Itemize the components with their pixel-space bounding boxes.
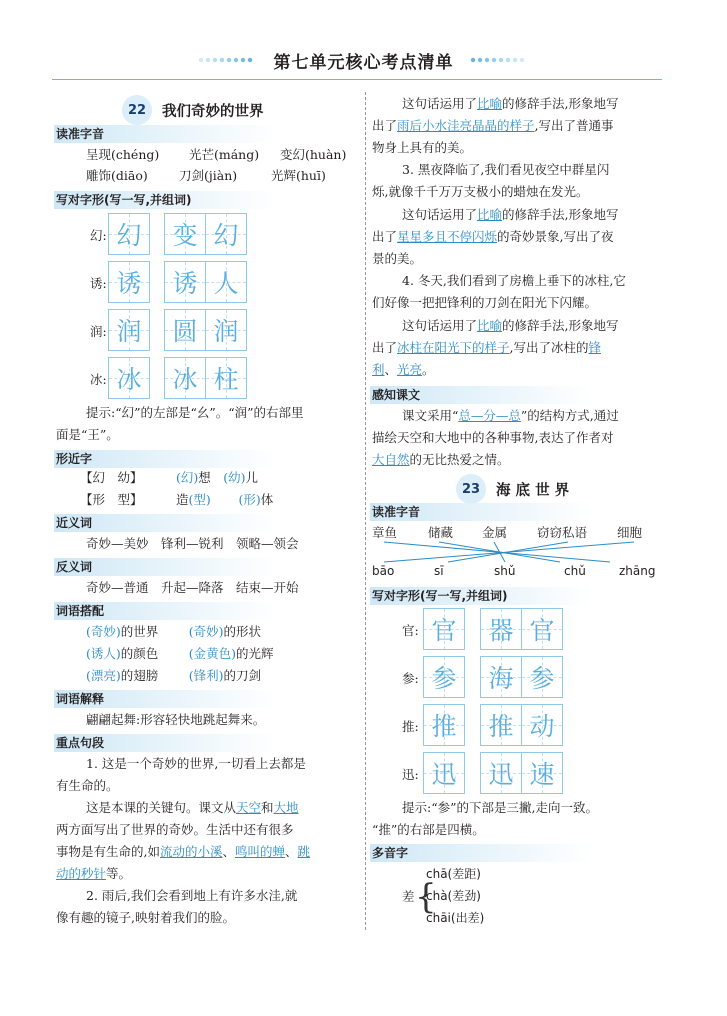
answer-structure: 总—分—总 — [458, 408, 521, 423]
r1-line-2 — [372, 115, 614, 137]
lesson-title: 我们奇妙的世界 — [162, 103, 264, 120]
grid-char: 圆 — [172, 317, 198, 346]
text: ”的结构方式,通过 — [520, 408, 619, 423]
char-grid — [205, 357, 247, 399]
antonyms: 奇妙—普通 升起—降落 结束—开始 — [86, 580, 299, 595]
sentence-1-line-2: 有生命的。 — [56, 778, 119, 793]
text: ,写出了冰柱的 — [509, 340, 589, 355]
grid-char: 冰 — [116, 365, 142, 394]
grid-char: 迅 — [488, 760, 514, 789]
polyphone-char: 差 — [402, 889, 415, 904]
answer-example: 流动的小溪 — [159, 844, 223, 859]
grid-char: 幻 — [213, 221, 239, 250]
collocation-row — [86, 643, 274, 665]
text: 这句话运用了 — [402, 207, 478, 222]
answer-tiankong: 天空 — [236, 800, 262, 815]
similar-answer: (型) — [188, 492, 211, 507]
char-grid — [108, 261, 150, 303]
text: 这是本课的关键句。课文从 — [86, 800, 237, 815]
grid-char: 冰 — [172, 365, 198, 394]
char-grid — [480, 704, 522, 746]
char-grid — [521, 656, 563, 698]
answer-example: 跳 — [297, 844, 311, 859]
section-write: 写对字形(写一写,并组词) — [54, 191, 276, 209]
grid-char: 器 — [488, 616, 514, 645]
write-label: 诱: — [90, 276, 107, 291]
char-grid — [164, 357, 206, 399]
analysis-1-line-3 — [56, 841, 310, 863]
grid-char: 变 — [172, 221, 198, 250]
read-row-2 — [86, 165, 326, 187]
read-row-1 — [86, 144, 346, 166]
section-explain: 词语解释 — [54, 690, 276, 708]
sentence-2-line-2: 像有趣的镜子,映射着我们的脸。 — [56, 910, 235, 925]
grid-char: 润 — [116, 317, 142, 346]
grid-char: 诱 — [172, 269, 198, 298]
lesson-23-heading — [456, 474, 569, 504]
title-dots-left — [198, 57, 254, 63]
r2-line-1 — [402, 204, 619, 226]
collocation-answer: (漂亮) — [86, 668, 121, 683]
collocation-word: 的形状 — [223, 624, 262, 639]
char-grid — [205, 261, 247, 303]
write-label: 润: — [90, 324, 107, 339]
match-pinyin — [372, 560, 655, 582]
grid-char: 官 — [529, 616, 555, 645]
answer-object: 星星多且不停闪烁 — [397, 229, 498, 244]
write-label: 冰: — [90, 372, 107, 387]
write-label: 幻: — [90, 228, 107, 243]
collocation-answer: (奇妙) — [86, 624, 121, 639]
grid-char: 迅 — [431, 760, 457, 789]
collocation-answer: (奇妙) — [188, 624, 224, 639]
title-dots-right — [470, 57, 526, 63]
answer-object: 雨后小水洼亮晶晶的样子 — [397, 118, 535, 133]
grid-char: 润 — [213, 317, 239, 346]
sentence-2-line-1: 2. 雨后,我们会看到地上有许多水洼,就 — [86, 888, 298, 903]
text: 出了 — [372, 118, 398, 133]
text: 的修辞手法,形象地写 — [502, 96, 619, 111]
grid-char: 海 — [488, 664, 514, 693]
answer-example: 鸣叫的蝉 — [235, 844, 286, 859]
lesson-title: 海 底 世 界 — [496, 482, 570, 499]
text: 、 — [384, 362, 398, 377]
answer-feature: 光亮 — [397, 362, 423, 377]
match-word: 金属 — [482, 525, 508, 540]
tip-line-2: 面是“王”。 — [56, 427, 119, 442]
read-word: 呈现(chéng) — [86, 147, 160, 162]
similar-answer: (幼) — [223, 470, 246, 485]
answer-example: 动的秒针 — [56, 866, 107, 881]
write-label: 推: — [402, 719, 419, 734]
sentence-1-line-1: 1. 这是一个奇妙的世界,一切看上去都是 — [86, 756, 306, 771]
collocation-row — [86, 621, 261, 643]
grid-char: 诱 — [116, 269, 142, 298]
similar-row-2 — [80, 489, 273, 511]
page-title: 第七单元核心考点清单 — [273, 53, 454, 73]
match-word: 章鱼 — [372, 525, 398, 540]
polyphone-reading: chāi(出差) — [426, 911, 485, 925]
match-pinyin-item: zhāng — [619, 564, 656, 578]
similar-word: 造 — [176, 492, 189, 507]
tip-line-1: 提示:“幻”的左部是“幺”。“润”的右部里 — [86, 405, 304, 420]
explanation: 翩翩起舞:形容轻快地跳起舞来。 — [86, 712, 266, 727]
r3-line-3 — [372, 359, 435, 381]
section-similar: 形近字 — [54, 450, 276, 468]
answer-rhetoric: 比喻 — [477, 318, 503, 333]
text: 事物是有生命的,如 — [56, 844, 160, 859]
column-divider — [365, 92, 366, 930]
char-grid — [108, 309, 150, 351]
grid-char: 速 — [529, 760, 555, 789]
match-word: 窃窃私语 — [537, 525, 588, 540]
grid-char: 人 — [213, 269, 239, 298]
match-pinyin-item: shǔ — [494, 564, 516, 578]
section-polyphone: 多音字 — [370, 844, 592, 862]
text: 这句话运用了 — [402, 318, 478, 333]
write-label: 迅: — [402, 767, 419, 782]
sentence-3-line-1: 3. 黑夜降临了,我们看见夜空中群星闪 — [402, 162, 610, 177]
section-antonyms: 反义词 — [54, 558, 276, 576]
r2-line-2 — [372, 226, 614, 248]
r1-line-1 — [402, 93, 619, 115]
r1-line-3: 物身上具有的美。 — [372, 140, 473, 155]
char-grid — [108, 213, 150, 255]
grid-char: 柱 — [213, 365, 239, 394]
answer-feature: 利 — [372, 362, 385, 377]
section-collocation: 词语搭配 — [54, 602, 276, 620]
match-pinyin-item: chǔ — [564, 564, 586, 578]
char-grid — [423, 752, 465, 794]
grid-char: 动 — [529, 712, 555, 741]
section-perceive: 感知课文 — [370, 386, 592, 404]
perceive-line-1 — [402, 405, 619, 427]
collocation-answer: (金黄色) — [188, 646, 237, 661]
tip23-line-1: 提示:“参”的下部是三撇,走向一致。 — [402, 800, 598, 815]
header-rule — [52, 79, 662, 80]
char-grid — [423, 704, 465, 746]
char-grid — [423, 608, 465, 650]
analysis-1-line-4 — [56, 863, 131, 885]
similar-answer: (形) — [238, 492, 261, 507]
text: 这句话运用了 — [402, 96, 478, 111]
text: ,写出了普通事 — [534, 118, 614, 133]
brace-icon: { — [415, 877, 437, 917]
char-grid — [521, 752, 563, 794]
text: 出了 — [372, 340, 398, 355]
similar-pair: 【形 型】 — [80, 492, 143, 507]
write-label: 参: — [402, 671, 419, 686]
section-read-23: 读准字音 — [370, 503, 592, 521]
text: 、 — [285, 844, 298, 859]
text: 的奇妙景象,写出了夜 — [497, 229, 614, 244]
match-pinyin-item: sī — [434, 564, 444, 578]
answer-rhetoric: 比喻 — [477, 207, 503, 222]
similar-word: 想 — [198, 470, 211, 485]
read-word: 光辉(huī) — [271, 168, 326, 183]
r3-line-2 — [372, 337, 601, 359]
analysis-1-line-1 — [86, 797, 299, 819]
sentence-4-line-1: 4. 冬天,我们看到了房檐上垂下的冰柱,它 — [402, 273, 626, 288]
answer-feature: 锋 — [588, 340, 602, 355]
char-grid — [423, 656, 465, 698]
text: 。 — [422, 362, 435, 377]
similar-word: 儿 — [245, 470, 259, 485]
collocation-word: 的世界 — [120, 624, 159, 639]
write-label: 官: — [402, 623, 419, 638]
text: 的无比热爱之情。 — [409, 452, 510, 467]
char-grid — [480, 752, 522, 794]
collocation-word: 的光辉 — [236, 646, 274, 661]
similar-answer: (幻) — [176, 470, 199, 485]
char-grid — [205, 309, 247, 351]
grid-char: 官 — [431, 616, 457, 645]
tip23-line-2: “推”的右部是四横。 — [372, 822, 485, 837]
read-word: 变幻(huàn) — [280, 147, 347, 162]
char-grid — [521, 704, 563, 746]
text: 的修辞手法,形象地写 — [502, 207, 619, 222]
char-grid — [108, 357, 150, 399]
polyphone-reading: chā(差距) — [426, 867, 481, 881]
section-write-23: 写对字形(写一写,并组词) — [370, 587, 592, 605]
read-word: 雕饰(diāo) — [86, 168, 148, 183]
similar-row-1 — [80, 467, 258, 489]
analysis-1-line-2: 两方面写出了世界的奇妙。生活中还有很多 — [56, 822, 294, 837]
match-word: 细胞 — [617, 525, 643, 540]
section-read: 读准字音 — [54, 125, 276, 143]
char-grid — [480, 656, 522, 698]
sentence-4-line-2: 们好像一把把锋利的刀剑在阳光下闪耀。 — [372, 295, 598, 310]
answer-dadi: 大地 — [273, 800, 299, 815]
lesson-22-heading — [122, 95, 264, 125]
collocation-word: 的翅膀 — [120, 668, 159, 683]
lesson-number: 23 — [456, 474, 486, 504]
char-grid — [480, 608, 522, 650]
grid-char: 推 — [431, 712, 457, 741]
lesson-number: 22 — [122, 95, 152, 125]
similar-pair: 【幻 幼】 — [80, 470, 143, 485]
grid-char: 推 — [488, 712, 514, 741]
match-word: 储藏 — [428, 525, 454, 540]
collocation-answer: (锋利) — [188, 668, 224, 683]
grid-char: 参 — [431, 664, 457, 693]
grid-char: 幻 — [116, 221, 142, 250]
match-pinyin-item: bāo — [372, 564, 395, 578]
char-grid — [164, 213, 206, 255]
sentence-3-line-2: 烁,就像千千万万支极小的蜡烛在发光。 — [372, 184, 589, 199]
read-word: 刀剑(jiàn) — [179, 168, 238, 183]
char-grid — [164, 309, 206, 351]
text: 和 — [261, 800, 274, 815]
similar-word: 体 — [260, 492, 274, 507]
perceive-line-3 — [372, 449, 510, 471]
section-synonyms: 近义词 — [54, 514, 276, 532]
text: 、 — [222, 844, 236, 859]
r3-line-1 — [402, 315, 619, 337]
answer-object: 冰柱在阳光下的样子 — [397, 340, 510, 355]
perceive-line-2: 描绘天空和大地中的各种事物,表达了作者对 — [372, 430, 614, 445]
char-grid — [521, 608, 563, 650]
text: 的修辞手法,形象地写 — [502, 318, 619, 333]
char-grid — [164, 261, 206, 303]
polyphone-reading: chà(差劲) — [426, 889, 481, 903]
text: 课文采用“ — [402, 408, 459, 423]
collocation-word: 的刀剑 — [223, 668, 262, 683]
text: 等。 — [106, 866, 132, 881]
collocation-answer: (诱人) — [86, 646, 121, 661]
char-grid — [205, 213, 247, 255]
answer-rhetoric: 比喻 — [477, 96, 503, 111]
read-word: 光芒(máng) — [189, 147, 260, 162]
synonyms: 奇妙—美妙 锋利—锐利 领略—领会 — [86, 536, 299, 551]
answer-nature: 大自然 — [372, 452, 410, 467]
r2-line-3: 景的美。 — [372, 251, 423, 266]
grid-char: 参 — [529, 664, 555, 693]
text: 出了 — [372, 229, 398, 244]
collocation-word: 的颜色 — [120, 646, 159, 661]
section-key-sentences: 重点句段 — [54, 734, 276, 752]
collocation-row — [86, 665, 261, 687]
